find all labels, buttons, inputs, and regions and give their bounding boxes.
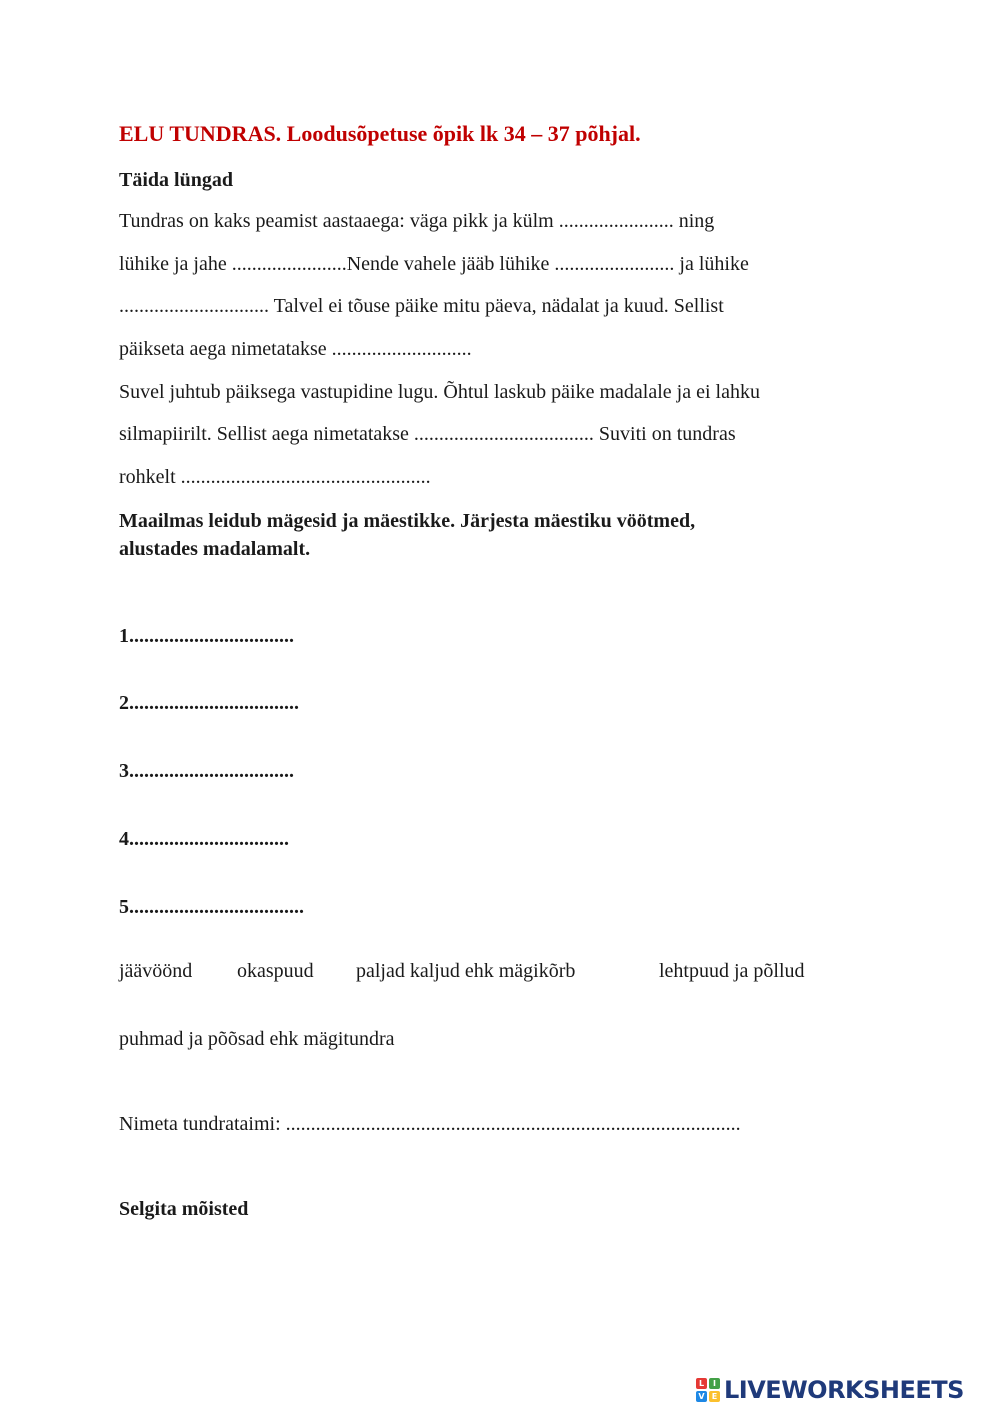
paragraph-line: Suvel juhtub päiksega vastupidine lugu. Õhtul laskub päike madalale ja ei lahku	[119, 381, 760, 403]
fill-gaps-heading: Täida lüngad	[119, 169, 233, 191]
zone-option-jaavoond[interactable]: jäävöönd	[119, 960, 193, 982]
worksheet-title: ELU TUNDRAS. Loodusõpetuse õpik lk 34 – 37 põhjal.	[119, 121, 641, 146]
mountain-zones-heading: Maailmas leidub mägesid ja mäestikke. Järjesta mäestiku vöötmed,	[119, 510, 696, 532]
zone-option-lehtpuud[interactable]: lehtpuud ja põllud	[659, 960, 805, 982]
logo-block: V	[696, 1391, 707, 1402]
order-item-1[interactable]: 1.................................	[119, 625, 294, 647]
order-item-5[interactable]: 5...................................	[119, 896, 304, 918]
paragraph-line: Tundras on kaks peamist aastaaega: väga pikk ja külm ....................... ning	[119, 210, 715, 232]
zone-option-magikorb[interactable]: paljad kaljud ehk mägikõrb	[356, 960, 576, 982]
order-item-2[interactable]: 2..................................	[119, 692, 299, 714]
paragraph-line: rohkelt ..................................................	[119, 466, 431, 488]
paragraph-line: silmapiirilt. Sellist aega nimetatakse .................................... Suviti on tundras	[119, 423, 736, 445]
tundra-plants-prompt[interactable]: Nimeta tundrataimi: ...........................................................................................	[119, 1113, 741, 1135]
paragraph-line: lühike ja jahe .......................Nende vahele jääb lühike ........................ ja lühike	[119, 253, 749, 275]
paragraph-line: .............................. Talvel ei tõuse päike mitu päeva, nädalat ja kuud. Sellist	[119, 295, 724, 317]
liveworksheets-logo	[696, 1373, 992, 1407]
logo-block: L	[696, 1378, 707, 1389]
paragraph-line: päikseta aega nimetatakse ............................	[119, 338, 472, 360]
logo-text: LIVEWORKSHEETS	[724, 1376, 964, 1404]
zone-option-okaspuud[interactable]: okaspuud	[237, 960, 314, 982]
logo-blocks-icon	[696, 1378, 720, 1402]
order-item-3[interactable]: 3.................................	[119, 760, 294, 782]
mountain-zones-heading-cont: alustades madalamalt.	[119, 538, 311, 560]
logo-block: E	[709, 1391, 720, 1402]
logo-block: I	[709, 1378, 720, 1389]
explain-terms-heading: Selgita mõisted	[119, 1198, 249, 1220]
zone-option-magitundra[interactable]: puhmad ja põõsad ehk mägitundra	[119, 1028, 395, 1050]
order-item-4[interactable]: 4................................	[119, 828, 289, 850]
